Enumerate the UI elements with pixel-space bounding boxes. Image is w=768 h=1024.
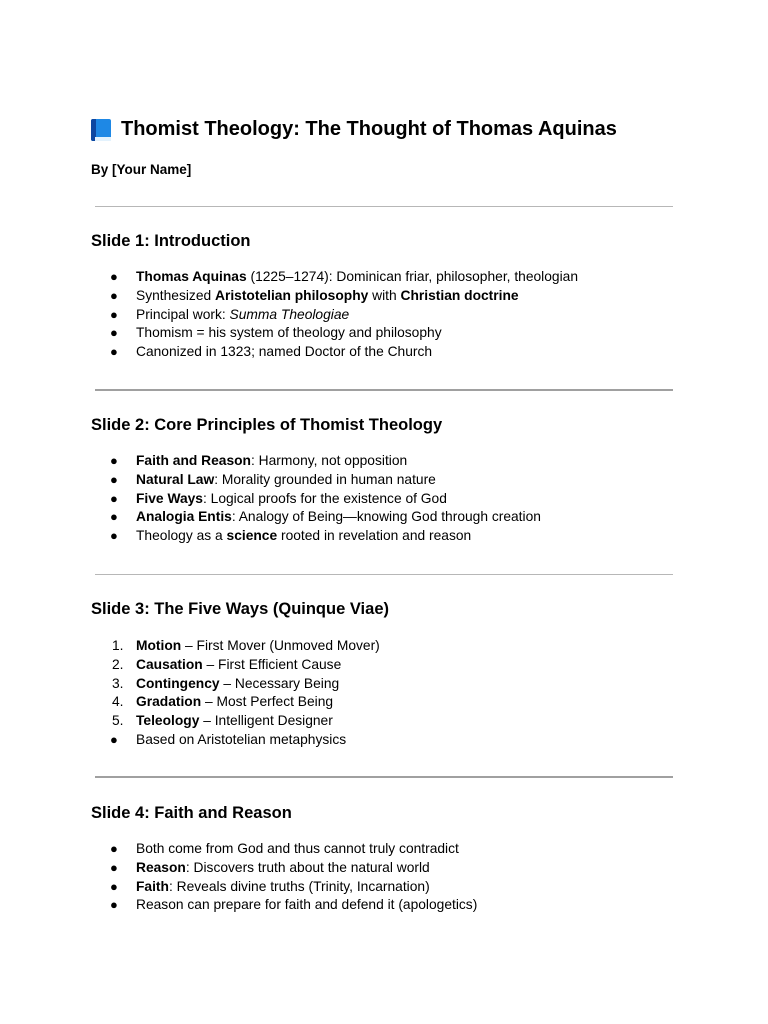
bullet-icon: ●	[110, 287, 118, 303]
item-text: rooted in revelation and reason	[277, 528, 472, 544]
bullet-icon: ●	[110, 490, 118, 506]
bullet-icon: ●	[110, 453, 118, 468]
slide-2-bullet-list	[110, 452, 541, 546]
bullet-icon: ●	[110, 471, 118, 487]
item-text: Reason can prepare for faith and defend it (apologetics)	[136, 897, 478, 913]
item-text: : Morality grounded in human nature	[214, 471, 436, 487]
horizontal-divider	[95, 574, 673, 575]
item-text: with	[368, 287, 401, 303]
list-item	[110, 471, 541, 490]
item-text: : Logical proofs for the existence of God	[202, 490, 447, 506]
horizontal-divider	[95, 389, 673, 391]
list-item	[110, 840, 477, 859]
bold-text: Analogia Entis	[136, 509, 232, 525]
item-text: Both come from God and thus cannot truly contradict	[136, 841, 459, 856]
item-text: Thomism = his system of theology and philosophy	[136, 325, 442, 341]
bullet-icon: ●	[110, 878, 118, 894]
item-text: Synthesized	[136, 287, 215, 303]
bullet-icon: ●	[110, 731, 118, 747]
item-text: Canonized in 1323; named Doctor of the Church	[136, 344, 433, 360]
list-item	[110, 324, 578, 343]
bold-text: Motion	[136, 638, 182, 653]
bullet-icon: ●	[110, 841, 118, 856]
bullet-icon: ●	[110, 306, 118, 322]
bold-text: Teleology	[136, 713, 200, 729]
document-title	[91, 114, 617, 144]
bold-text: Five Ways	[136, 490, 203, 506]
list-number: 1.	[112, 638, 124, 653]
list-item	[110, 490, 541, 509]
list-item	[110, 878, 477, 897]
slide-3-heading: Slide 3: The Five Ways (Quinque Viae)	[91, 600, 389, 618]
italic-text: Summa Theologiae	[229, 306, 350, 322]
item-text: : Analogy of Being—knowing God through creation	[231, 509, 541, 525]
list-item	[110, 508, 541, 527]
list-item	[110, 859, 477, 878]
list-number: 2.	[112, 656, 124, 672]
bullet-icon: ●	[110, 344, 118, 360]
bold-text: Faith	[136, 878, 169, 894]
item-text: Principal work:	[136, 306, 230, 322]
list-item	[110, 268, 578, 287]
slide-1-bullet-list	[110, 268, 578, 362]
list-number: 4.	[112, 694, 124, 710]
bold-text: Contingency	[136, 675, 220, 691]
bullet-icon: ●	[110, 325, 118, 341]
list-item	[110, 343, 578, 362]
item-text: Based on Aristotelian metaphysics	[136, 731, 347, 747]
item-text: – First Efficient Cause	[202, 656, 342, 672]
list-item	[110, 712, 380, 731]
item-text: – Most Perfect Being	[201, 694, 334, 710]
item-text: – First Mover (Unmoved Mover)	[181, 638, 380, 653]
list-item	[110, 287, 578, 306]
bold-text: Reason	[136, 859, 186, 875]
bullet-icon: ●	[110, 859, 118, 875]
bold-text: Thomas Aquinas	[136, 269, 247, 284]
list-item	[110, 527, 541, 546]
list-item	[110, 452, 541, 471]
bullet-icon: ●	[110, 269, 118, 284]
list-number: 5.	[112, 713, 124, 729]
slide-1-heading: Slide 1: Introduction	[91, 232, 251, 250]
list-item	[110, 675, 380, 694]
item-text: (1225–1274): Dominican friar, philosopher, theologian	[246, 269, 578, 284]
slide-2-heading: Slide 2: Core Principles of Thomist Theology	[91, 416, 443, 434]
slide-3-numbered-list	[110, 637, 380, 750]
item-text: : Harmony, not opposition	[251, 453, 408, 468]
item-text: : Discovers truth about the natural world	[185, 859, 430, 875]
byline: By [Your Name]	[91, 162, 192, 177]
item-text: – Intelligent Designer	[199, 713, 333, 729]
bold-text: Gradation	[136, 694, 202, 710]
bullet-icon: ●	[110, 528, 118, 544]
document-title-text: Thomist Theology: The Thought of Thomas Aquinas	[121, 118, 617, 140]
list-item	[110, 637, 380, 656]
list-number: 3.	[112, 675, 124, 691]
bold-text: science	[226, 528, 278, 544]
slide-4-heading: Slide 4: Faith and Reason	[91, 804, 292, 822]
slide-4-bullet-list	[110, 840, 477, 915]
bold-text: Natural Law	[136, 471, 215, 487]
blue-book-icon	[91, 119, 111, 141]
bold-text: Faith and Reason	[136, 453, 251, 468]
item-text: : Reveals divine truths (Trinity, Incarnation)	[168, 878, 430, 894]
item-text: Theology as a	[136, 528, 227, 544]
bold-text: Causation	[136, 656, 203, 672]
list-item	[110, 693, 380, 712]
list-item	[110, 306, 578, 325]
bullet-icon: ●	[110, 897, 118, 913]
bold-text: Aristotelian philosophy	[215, 287, 369, 303]
item-text: – Necessary Being	[219, 675, 340, 691]
horizontal-divider	[95, 206, 673, 207]
list-item	[110, 656, 380, 675]
horizontal-divider	[95, 776, 673, 778]
bold-text: Christian doctrine	[400, 287, 519, 303]
list-item	[110, 896, 477, 915]
bullet-icon: ●	[110, 509, 118, 525]
list-item	[110, 731, 380, 750]
